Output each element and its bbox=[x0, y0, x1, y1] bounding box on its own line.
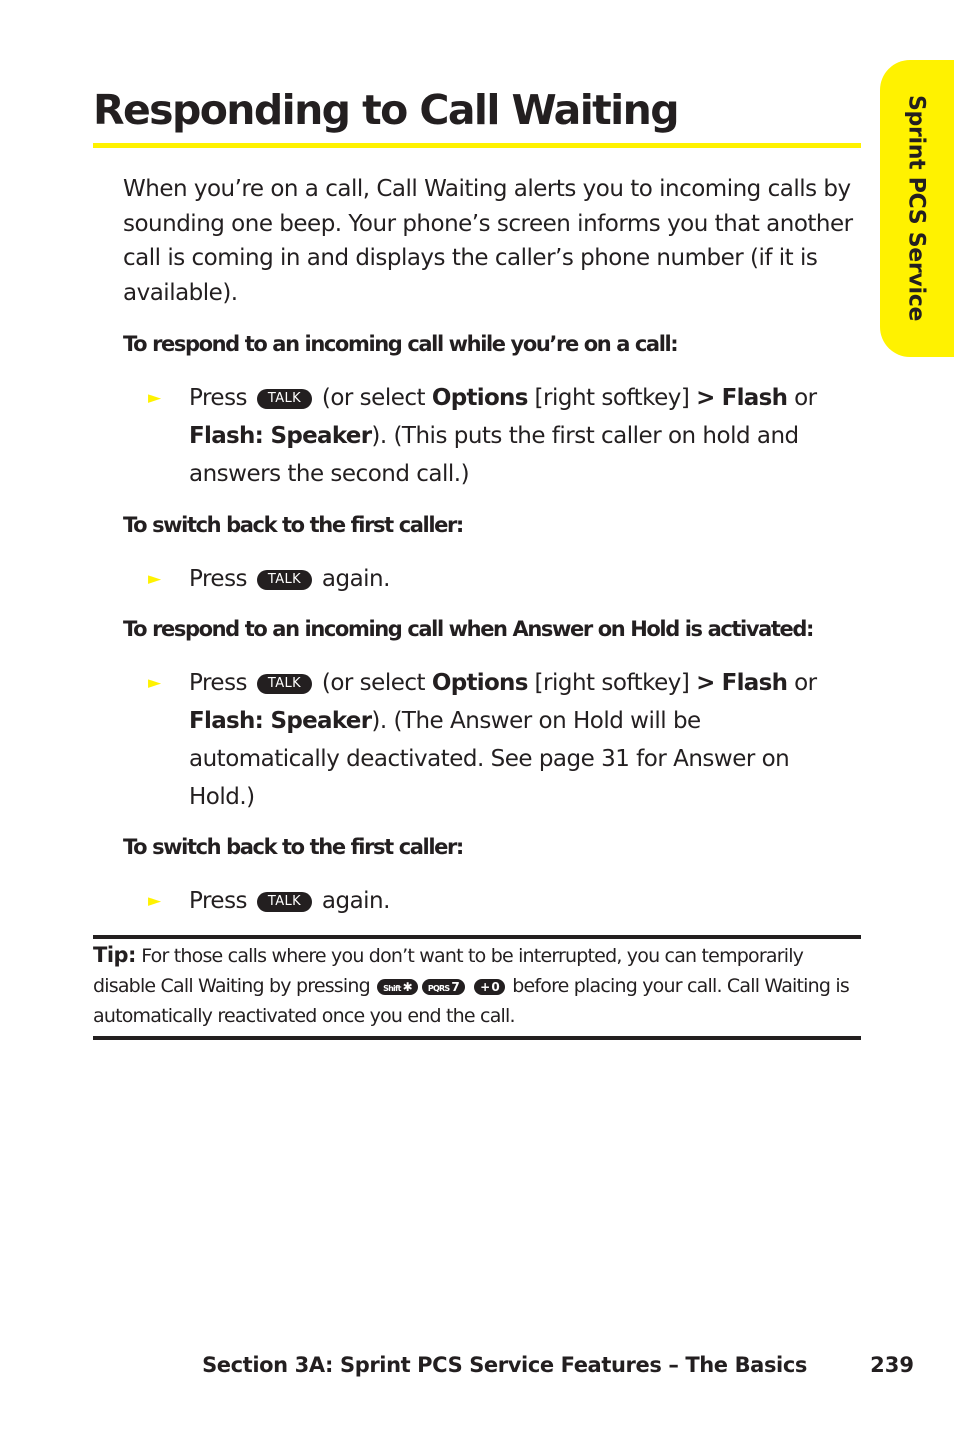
step-switch-back-2: Press TALK again. bbox=[189, 888, 390, 914]
pqrs-7-key-icon: PQRS 7 bbox=[422, 979, 465, 995]
section-heading-respond: To respond to an incoming call while you’re on a call: bbox=[123, 332, 678, 356]
side-tab-label: Sprint PCS Service bbox=[903, 95, 929, 322]
bullet-arrow-icon: ► bbox=[148, 891, 162, 911]
section-heading-switch-back: To switch back to the first caller: bbox=[123, 513, 463, 537]
talk-key-icon: TALK bbox=[257, 674, 312, 694]
bullet-arrow-icon: ► bbox=[148, 388, 162, 408]
step-respond: Press TALK (or select Options [right softkey] > Flash or Flash: Speaker). (This puts the first caller on hold and answers the second call.) bbox=[189, 385, 817, 487]
talk-key-icon: TALK bbox=[257, 389, 312, 409]
tip-top-rule bbox=[93, 935, 861, 939]
section-heading-switch-back-2: To switch back to the first caller: bbox=[123, 835, 463, 859]
section-heading-answer-on-hold: To respond to an incoming call when Answer on Hold is activated: bbox=[123, 617, 813, 641]
bullet-arrow-icon: ► bbox=[148, 569, 162, 589]
tip-box: Tip: For those calls where you don’t want to be interrupted, you can temporarily disable Call Waiting by pressing Shift ✱ PQRS 7 + 0 before placing your call. Call Waiting is automatically reactivated once you end the call. bbox=[93, 943, 849, 1027]
footer-section-title: Section 3A: Sprint PCS Service Features – The Basics bbox=[202, 1353, 807, 1377]
title-underline bbox=[93, 143, 861, 148]
intro-paragraph: When you’re on a call, Call Waiting alerts you to incoming calls by sounding one beep. Your phone’s screen informs you that another call is coming in and displays the caller’s phone number (if it is available). bbox=[123, 176, 853, 306]
page-title: Responding to Call Waiting bbox=[93, 86, 678, 134]
step-answer-on-hold: Press TALK (or select Options [right softkey] > Flash or Flash: Speaker). (The Answer on Hold will be automatically deactivated. See page 31 for Answer on Hold.) bbox=[189, 670, 817, 810]
page-number: 239 bbox=[870, 1353, 914, 1377]
tip-label: Tip: bbox=[93, 943, 136, 967]
step-switch-back: Press TALK again. bbox=[189, 566, 390, 592]
shift-key-icon: Shift ✱ bbox=[377, 979, 418, 995]
tip-bottom-rule bbox=[93, 1036, 861, 1040]
bullet-arrow-icon: ► bbox=[148, 673, 162, 693]
plus-0-key-icon: + 0 bbox=[474, 979, 505, 995]
talk-key-icon: TALK bbox=[257, 570, 312, 590]
talk-key-icon: TALK bbox=[257, 892, 312, 912]
